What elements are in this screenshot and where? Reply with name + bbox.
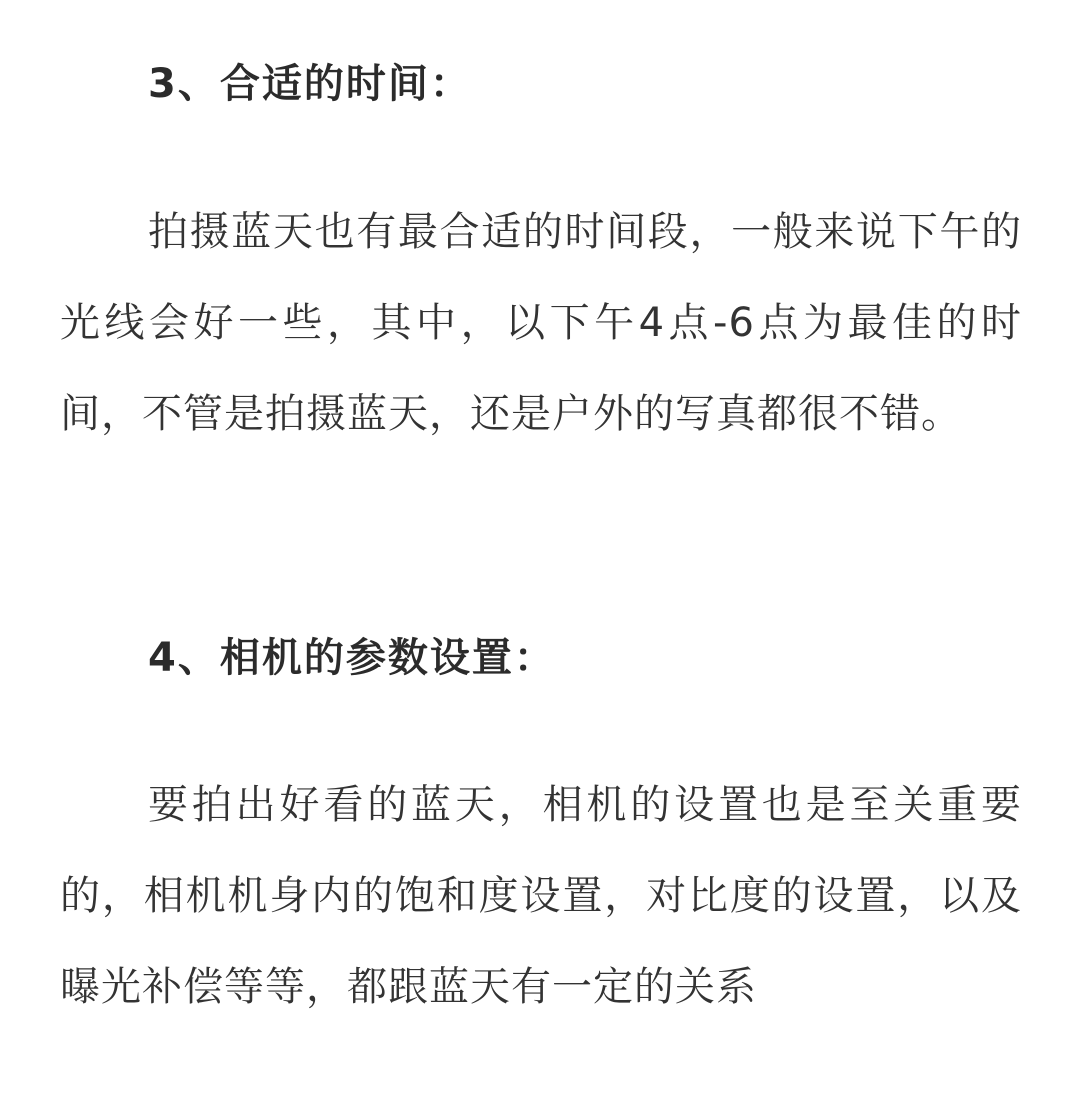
section-heading-camera-settings: 4、相机的参数设置： xyxy=(148,635,556,681)
section-paragraph-camera-settings: 要拍出好看的蓝天，相机的设置也是至关重要的，相机机身内的饱和度设置，对比度的设置，以及曝光补偿等等，都跟蓝天有一定的关系 xyxy=(60,782,1022,1010)
section-paragraph-time: 拍摄蓝天也有最合适的时间段，一般来说下午的光线会好一些，其中，以下午4点-6点为最佳的时间，不管是拍摄蓝天，还是户外的写真都很不错。 xyxy=(60,209,1022,437)
section-heading-time: 3、合适的时间： xyxy=(148,61,472,107)
